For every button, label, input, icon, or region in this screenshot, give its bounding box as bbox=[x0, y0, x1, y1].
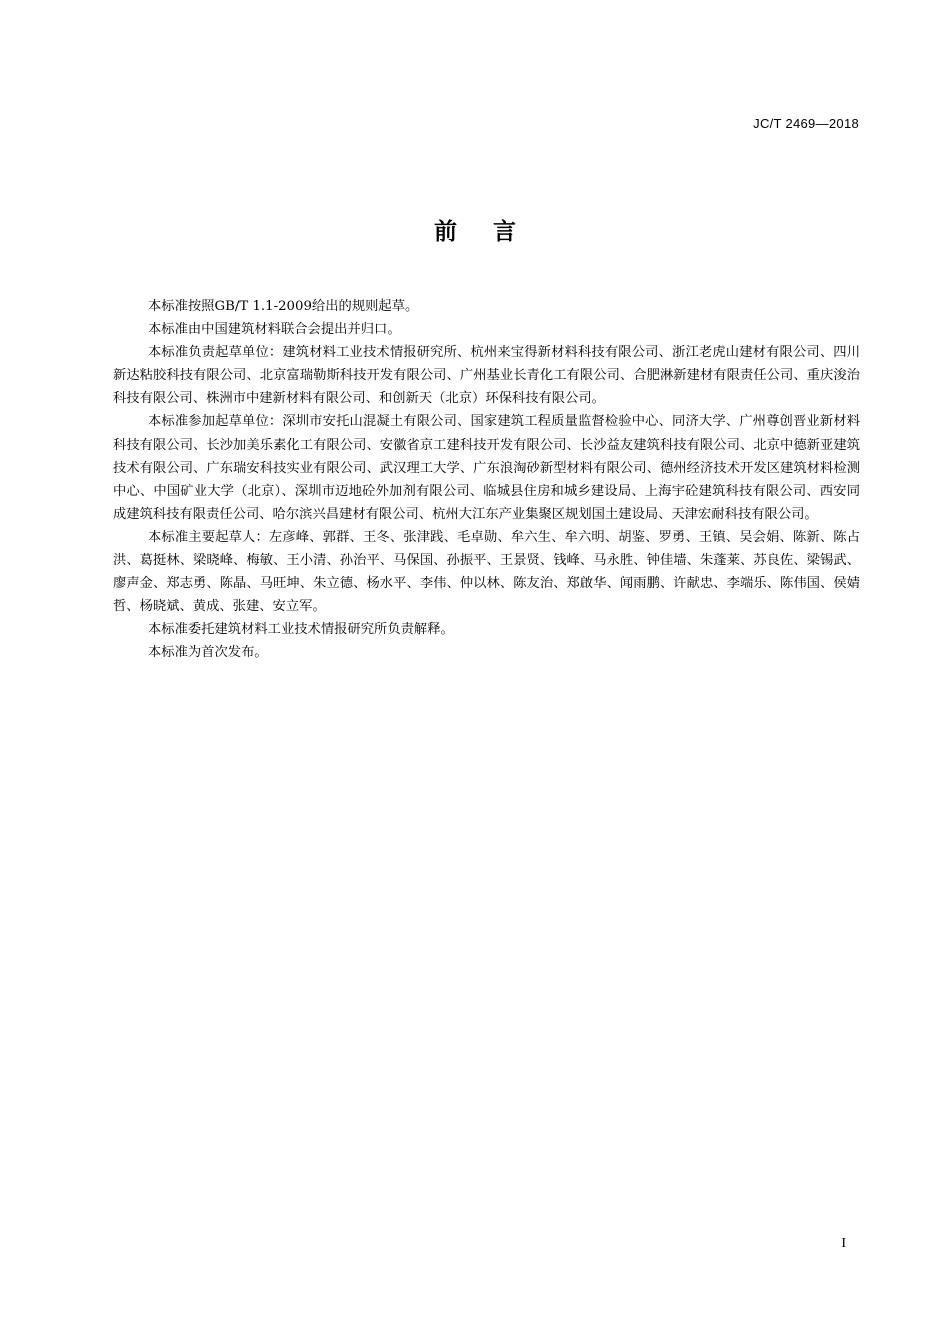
page-number: I bbox=[841, 1236, 846, 1251]
paragraph-main-drafters: 本标准主要起草人：左彦峰、郭群、王冬、张津践、毛卓勋、牟六生、牟六明、胡鉴、罗勇、王镇、吴会娟、陈新、陈占洪、葛挺林、梁晓峰、梅敏、王小清、孙治平、马保国、孙振平、王景贤、钱峰、马永胜、钟佳墙、朱蓬莱、苏良佐、梁锡武、廖声金、郑志勇、陈晶、马旺坤、朱立德、杨水平、李伟、仲以林、陈友治、郑啟华、闻雨鹏、许献忠、李端乐、陈伟国、侯婧哲、杨晓斌、黄成、张建、安立军。 bbox=[113, 529, 860, 615]
paragraph-participating-drafters: 本标准参加起草单位：深圳市安托山混凝土有限公司、国家建筑工程质量监督检验中心、同济大学、广州尊创晋业新材料科技有限公司、长沙加美乐素化工有限公司、安徽省京工建科技开发有限公司、长沙益友建筑科技有限公司、北京中德新亚建筑技术有限公司、广东瑞安科技实业有限公司、武汉理工大学、广东浪淘砂新型材料有限公司、德州经济技术开发区建筑材料检测中心、中国矿业大学（北京）、深圳市迈地砼外加剂有限公司、临城县住房和城乡建设局、上海宇砼建筑科技有限公司、西安同成建筑科技有限责任公司、哈尔滨兴昌建材有限公司、杭州大江东产业集聚区规划国土建设局、天津宏耐科技有限公司。 bbox=[113, 414, 860, 522]
paragraph-proposer: 本标准由中国建筑材料联合会提出并归口。 bbox=[148, 322, 401, 338]
page-title: 前言 bbox=[434, 219, 552, 245]
paragraph-interpretation: 本标准委托建筑材料工业技术情报研究所负责解释。 bbox=[148, 622, 454, 638]
paragraph-drafting-rules: 本标准按照GB/T 1.1-2009给出的规则起草。 bbox=[148, 299, 419, 314]
paragraph-lead-drafters: 本标准负责起草单位：建筑材料工业技术情报研究所、杭州来宝得新材料科技有限公司、浙江老虎山建材有限公司、四川新达粘胶科技有限公司、北京富瑞勒斯科技开发有限公司、广州基业长青化工有限公司、合肥淋新建材有限责任公司、重庆浚治科技有限公司、株洲市中建新材料有限公司、和创新天（北京）环保科技有限公司。 bbox=[113, 345, 860, 407]
standard-code: JC/T 2469—2018 bbox=[753, 116, 859, 131]
paragraph-first-release: 本标准为首次发布。 bbox=[148, 645, 268, 661]
foreword-body bbox=[113, 295, 860, 665]
